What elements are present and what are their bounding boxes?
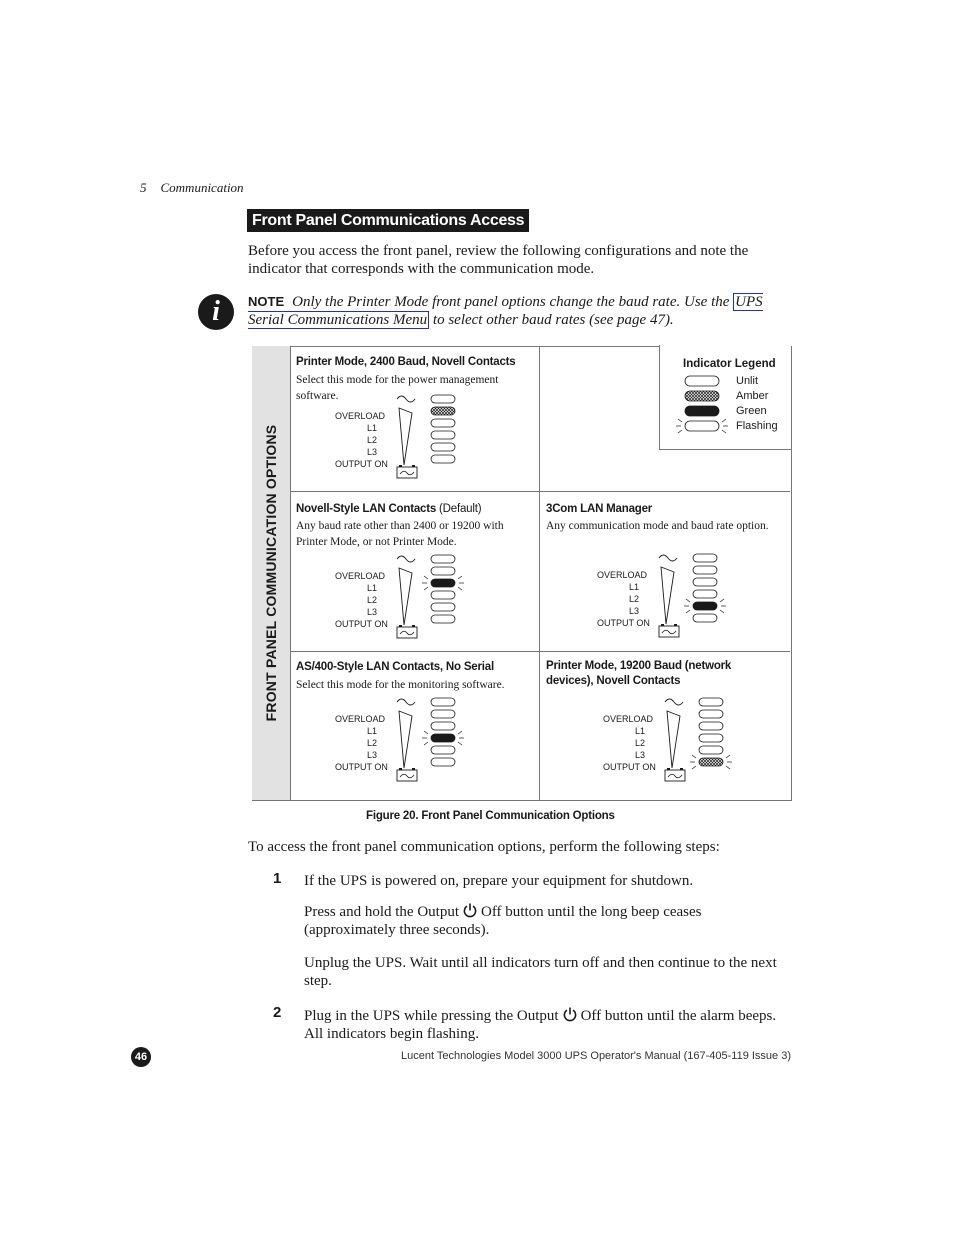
- running-header: [140, 180, 244, 196]
- panel-label: OVERLOAD: [335, 571, 386, 581]
- panel-label: L3: [366, 447, 377, 457]
- step-1-off-button: Off button until the long beep ceases (approximately three seconds).: [304, 904, 702, 938]
- indicator-led-unlit: [431, 455, 455, 463]
- cell-title-3com: 3Com LAN Manager: [546, 503, 653, 515]
- indicator-led-amber: [431, 407, 455, 415]
- panel-label: L1: [366, 423, 377, 433]
- step-2-off-button: Off button until the alarm beeps. All indicators begin flashing.: [304, 1008, 777, 1042]
- load-bar-graph-icon: [399, 568, 412, 625]
- step-2-plug-in: Plug in the UPS while pressing the Output: [304, 1008, 559, 1024]
- panel-label: OVERLOAD: [603, 714, 654, 724]
- indicator-led-green-flashing: [684, 599, 726, 613]
- step-1-text-2: [304, 902, 794, 939]
- panel-label: L3: [366, 750, 377, 760]
- cell-desc-3com: Any communication mode and baud rate option.: [546, 520, 769, 532]
- load-bar-graph-icon: [667, 711, 680, 768]
- panel-label: L1: [366, 726, 377, 736]
- indicator-led-unlit: [431, 758, 455, 766]
- step-number-1: 1: [273, 870, 282, 887]
- cell-desc-as400: Select this mode for the monitoring software.: [296, 679, 505, 691]
- panel-label: OVERLOAD: [597, 570, 648, 580]
- legend-label-flashing: Flashing: [736, 420, 778, 432]
- chapter-title: Communication: [160, 180, 244, 195]
- panel-label: L1: [634, 726, 645, 736]
- indicator-led-green-flashing: [422, 576, 464, 590]
- indicator-led-unlit: [431, 698, 455, 706]
- ac-sine-icon: [665, 699, 683, 705]
- serial-menu-link[interactable]: UPS Serial Communications Menu: [248, 294, 763, 328]
- indicator-led-green-flashing: [422, 731, 464, 745]
- panel-label: L2: [366, 435, 377, 445]
- indicator-led-unlit: [431, 722, 455, 730]
- indicator-led-unlit: [699, 722, 723, 730]
- panel-label: OUTPUT ON: [597, 618, 650, 628]
- chapter-number: 5: [140, 180, 147, 195]
- cell-desc-novell: Any baud rate other than 2400 or 19200 with Printer Mode, or not Printer Mode.: [296, 520, 504, 548]
- cell-title-novell-suffix: (Default): [436, 503, 482, 515]
- cell-title-novell-main: Novell-Style LAN Contacts: [296, 503, 437, 515]
- panel-label: L2: [634, 738, 645, 748]
- indicator-led-unlit: [685, 376, 719, 386]
- footer-text: Lucent Technologies Model 3000 UPS Operator's Manual (167-405-119 Issue 3): [401, 1050, 791, 1062]
- indicator-led-unlit: [699, 746, 723, 754]
- panel-label: L3: [628, 606, 639, 616]
- indicator-led-unlit-flashing: [676, 419, 728, 433]
- indicator-led-unlit: [699, 698, 723, 706]
- power-icon: [462, 902, 478, 918]
- info-icon: i: [198, 294, 234, 330]
- cell-title-as400: AS/400-Style LAN Contacts, No Serial: [296, 661, 494, 673]
- load-bar-graph-icon: [661, 567, 674, 624]
- step-number-2: 2: [273, 1004, 282, 1021]
- indicator-led-unlit: [699, 710, 723, 718]
- indicator-led-amber-flashing: [690, 755, 732, 769]
- step-2-text: [304, 1006, 794, 1043]
- panel-label: L2: [628, 594, 639, 604]
- note-label: NOTE: [248, 294, 285, 309]
- indicator-led-unlit: [431, 567, 455, 575]
- panel-label: OUTPUT ON: [335, 619, 388, 629]
- legend-title: Indicator Legend: [683, 358, 776, 370]
- power-icon: [562, 1006, 578, 1022]
- note-block: [248, 293, 793, 329]
- panel-label: OVERLOAD: [335, 714, 386, 724]
- legend-svg: [675, 372, 735, 442]
- indicator-led-unlit: [431, 419, 455, 427]
- step-1-text-1: If the UPS is powered on, prepare your equipment for shutdown.: [304, 873, 694, 889]
- step-1-press-hold: Press and hold the Output: [304, 904, 459, 920]
- legend-label-unlit: Unlit: [736, 375, 759, 387]
- figure-caption: Figure 20. Front Panel Communication Options: [366, 810, 615, 822]
- indicator-led-amber: [685, 391, 719, 401]
- ac-sine-icon: [397, 556, 415, 562]
- indicator-led-unlit: [693, 554, 717, 562]
- steps-intro: To access the front panel communication options, perform the following steps:: [248, 839, 720, 855]
- cell-title-printer-2400: Printer Mode, 2400 Baud, Novell Contacts: [296, 356, 516, 368]
- note-text-after: to select other baud rates (see page 47).: [429, 312, 674, 328]
- indicator-led-unlit: [431, 746, 455, 754]
- ac-sine-icon: [659, 555, 677, 561]
- indicator-led-unlit: [431, 431, 455, 439]
- ac-sine-icon: [397, 396, 415, 402]
- load-bar-graph-icon: [399, 711, 412, 768]
- legend-label-amber: Amber: [736, 390, 769, 402]
- panel-label: L1: [366, 583, 377, 593]
- panel-label: OVERLOAD: [335, 411, 386, 421]
- indicator-led-unlit: [431, 615, 455, 623]
- figure-side-label: FRONT PANEL COMMUNICATION OPTIONS: [263, 424, 279, 722]
- indicator-led-unlit: [693, 578, 717, 586]
- indicator-led-unlit: [693, 590, 717, 598]
- battery-icon: [665, 768, 685, 781]
- panel-label: L3: [634, 750, 645, 760]
- battery-icon: [659, 624, 679, 637]
- panel-label: L3: [366, 607, 377, 617]
- grid-line: [539, 346, 540, 800]
- indicator-led-unlit: [431, 555, 455, 563]
- battery-icon: [397, 465, 417, 478]
- intro-paragraph: Before you access the front panel, review the following configurations and note the indicator that corresponds with the communication mode.: [248, 243, 749, 277]
- panel-label: OUTPUT ON: [335, 762, 388, 772]
- indicator-led-unlit: [431, 603, 455, 611]
- indicator-led-unlit: [431, 710, 455, 718]
- panel-label: L2: [366, 738, 377, 748]
- load-bar-graph-icon: [399, 408, 412, 465]
- indicator-led-unlit: [431, 443, 455, 451]
- cell-title-printer-19200: Printer Mode, 19200 Baud (network devices), Novell Contacts: [546, 660, 732, 687]
- panel-label: L1: [628, 582, 639, 592]
- indicator-led-unlit: [431, 395, 455, 403]
- panel-label: L2: [366, 595, 377, 605]
- indicator-led-unlit: [431, 591, 455, 599]
- ac-sine-icon: [397, 699, 415, 705]
- legend-label-green: Green: [736, 405, 767, 417]
- battery-icon: [397, 625, 417, 638]
- section-title: Front Panel Communications Access: [247, 209, 529, 232]
- cell-desc-printer-2400: Select this mode for the power management software.: [296, 374, 499, 402]
- indicator-led-unlit: [693, 566, 717, 574]
- indicator-led-unlit: [693, 614, 717, 622]
- indicator-led-green: [685, 406, 719, 416]
- panel-label: OUTPUT ON: [335, 459, 388, 469]
- note-text-before: Only the Printer Mode front panel options change the baud rate. Use the: [292, 294, 734, 310]
- page-number: 46: [131, 1047, 151, 1067]
- grid-line: [290, 491, 790, 492]
- panel-label: OUTPUT ON: [603, 762, 656, 772]
- grid-line: [290, 651, 790, 652]
- cell-title-novell: [296, 502, 532, 517]
- battery-icon: [397, 768, 417, 781]
- step-1-text-3: Unplug the UPS. Wait until all indicators turn off and then continue to the next step.: [304, 955, 777, 989]
- indicator-led-unlit: [699, 734, 723, 742]
